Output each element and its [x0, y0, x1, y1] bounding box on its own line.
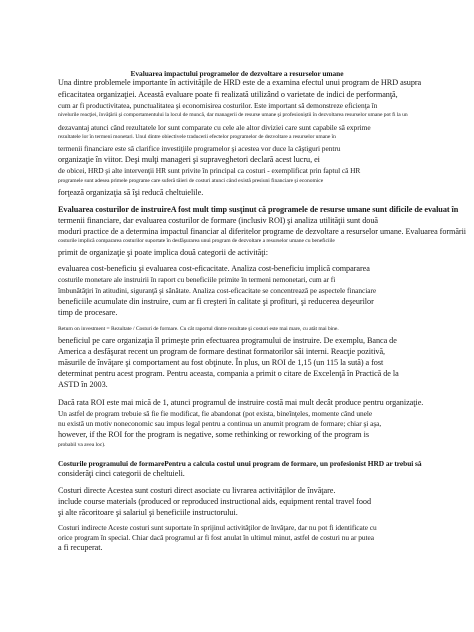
paragraph-line: include course materials (produced or reproduced instructional aids, equipment rental travel food: [58, 497, 371, 506]
paragraph-line: determinat pentru acest program. Pentru aceasta, compania a primit o citare de Excelenţă în Practică de la: [58, 369, 399, 378]
paragraph-line: America a desfăşurat recent un program de formare destinat formatorilor săi interni. Reacţie pozitivă,: [58, 347, 386, 356]
paragraph-line: eficacitatea organizaţiei. Această evaluare poate fi realizată utilizând o varietate de indici de performanţă,: [58, 90, 398, 99]
paragraph-line: termenii financiare este să clarifice investiţiile programelor şi acestea vor duce la câştiguri pentru: [58, 144, 341, 153]
section-heading-line: Costurile programului de formarePentru a calcula costul unui program de formare, un profesionist HRD ar trebui să: [58, 459, 422, 468]
paragraph-line: Costuri indirecte Aceste costuri sunt suportate în sprijinul activităţilor de învăţare, dar nu pot fi identificate cu: [58, 523, 377, 532]
paragraph-line: organizaţie în viitor. Deşi mulţi manageri şi supraveghetori declară acest lucru, ei: [58, 155, 320, 164]
paragraph-line: considerăţi cinci categorii de cheltuieli.: [58, 469, 185, 478]
paragraph-line: nivelurile reacţiei, învăţării şi comportamentului la locul de muncă, dar managerii de resurse umane şi profesioniştii în dezvoltarea resurselor umane pot fi la un: [58, 112, 408, 118]
paragraph-line: măsurile de învăţare şi comportament au fost obţinute. În plus, un ROI de 1,15 (un 115 la sută) a fost: [58, 358, 384, 367]
paragraph-line: primit de organizaţie şi poate implica două categorii de activităţi:: [58, 248, 268, 257]
paragraph-line: şi alte răcoritoare şi salariul şi beneficiile instructorului.: [58, 508, 238, 517]
paragraph-line: costurile monetare ale instruirii în raport cu beneficiile primite în termeni nemonetari, cum ar fi: [58, 275, 336, 284]
paragraph-line: probabil va avea loc).: [58, 442, 106, 448]
paragraph-line: ASTD în 2003.: [58, 380, 108, 389]
paragraph-line: moduri practice de a determina impactul financiar al diferitelor programe de dezvoltare a resurselor umane. Evaluarea formării: [58, 227, 467, 236]
paragraph-line: Dacă rata ROI este mai mică de 1, atunci programul de instruire costă mai mult decât produce pentru organizaţie.: [58, 398, 424, 407]
paragraph-line: however, if the ROI for the program is negative, some rethinking or reworking of the program is: [58, 430, 369, 439]
paragraph-line: forţează organizaţia să îşi reducă cheltuielile.: [58, 188, 204, 197]
paragraph-line: Costuri directe Acestea sunt costuri direct asociate cu livrarea activităţilor de învăţare.: [58, 486, 336, 495]
paragraph-line: orice program în special. Chiar dacă programul ar fi fost anulat în ultimul minut, astfel de costuri nu ar putea: [58, 533, 374, 542]
paragraph-line: îmbunătăţiri în atitudini, siguranţă şi sănătate. Analiza cost-eficacitate se concentrează pe aspectele financiare: [58, 286, 377, 295]
paragraph-line: Return on investment = Rezultate / Costuri de formare. Cu cât raportul dintre rezultate şi costuri este mai mare, cu atât mai bine.: [58, 326, 339, 332]
paragraph-line: a fi recuperat.: [58, 543, 103, 552]
paragraph-line: dezavantaj atunci când rezultatele lor sunt comparate cu cele ale altor diviziei care sunt capabile să exprime: [58, 123, 371, 132]
paragraph-line: Una dintre problemele importante în activităţile de HRD este de a examina efectul unui program de HRD asupra: [58, 78, 422, 87]
paragraph-line: beneficiile acumulate din instruire, cum ar fi creşteri în calitate şi profituri, şi reducerea deşeurilor: [58, 297, 374, 306]
paragraph-line: evaluarea cost-beneficiu şi evaluarea cost-eficacitate. Analiza cost-beneficiu implică compararea: [58, 264, 370, 273]
document-title: Evaluarea impactului programelor de dezvoltare a resurselor umane: [130, 69, 344, 78]
paragraph-line: timp de procesare.: [58, 308, 118, 317]
paragraph-line: de obicei, HRD şi alte intervenţii HR sunt privite în principal ca costuri - exemplificat prin faptul că HR: [58, 166, 361, 175]
paragraph-line: cum ar fi productivitatea, punctualitatea şi economisirea costurilor. Este important să demonstreze eficienţa în: [58, 101, 378, 110]
section-heading-line: Evaluarea costurilor de instruireA fost mult timp susţinut că programele de resurse umane sunt dificile de evaluat în: [58, 205, 459, 214]
paragraph-line: termenii financiare, dar evaluarea costurilor de formare (inclusiv ROI) şi analiza utilităţii sunt două: [58, 216, 378, 225]
paragraph-line: Un astfel de program trebuie să fie fie modificat, fie abandonat (pot exista, bineînţeles, momente când unele: [58, 409, 373, 418]
paragraph-line: beneficiul pe care organizaţia îl primeşte prin efectuarea programului de instruire. De exemplu, Banca de: [58, 336, 397, 345]
paragraph-line: nu există un motiv noneconomic sau impus legal pentru a continua un anumit program de formare; chiar şi aşa,: [58, 419, 382, 428]
paragraph-line: rezultatele lor în termeni monetari. Unul dintre obiectivele traducerii efectelor programelor de dezvoltare a resurselor umane în: [58, 134, 336, 140]
paragraph-line: costurile implică compararea costurilor suportate în desfăşurarea unui program de dezvoltare a resurselor umane cu beneficiile: [58, 238, 335, 244]
paragraph-line: programele sunt adesea primele programe care suferă tăieri de costuri atunci când există presiuni financiare şi economice: [58, 178, 324, 184]
